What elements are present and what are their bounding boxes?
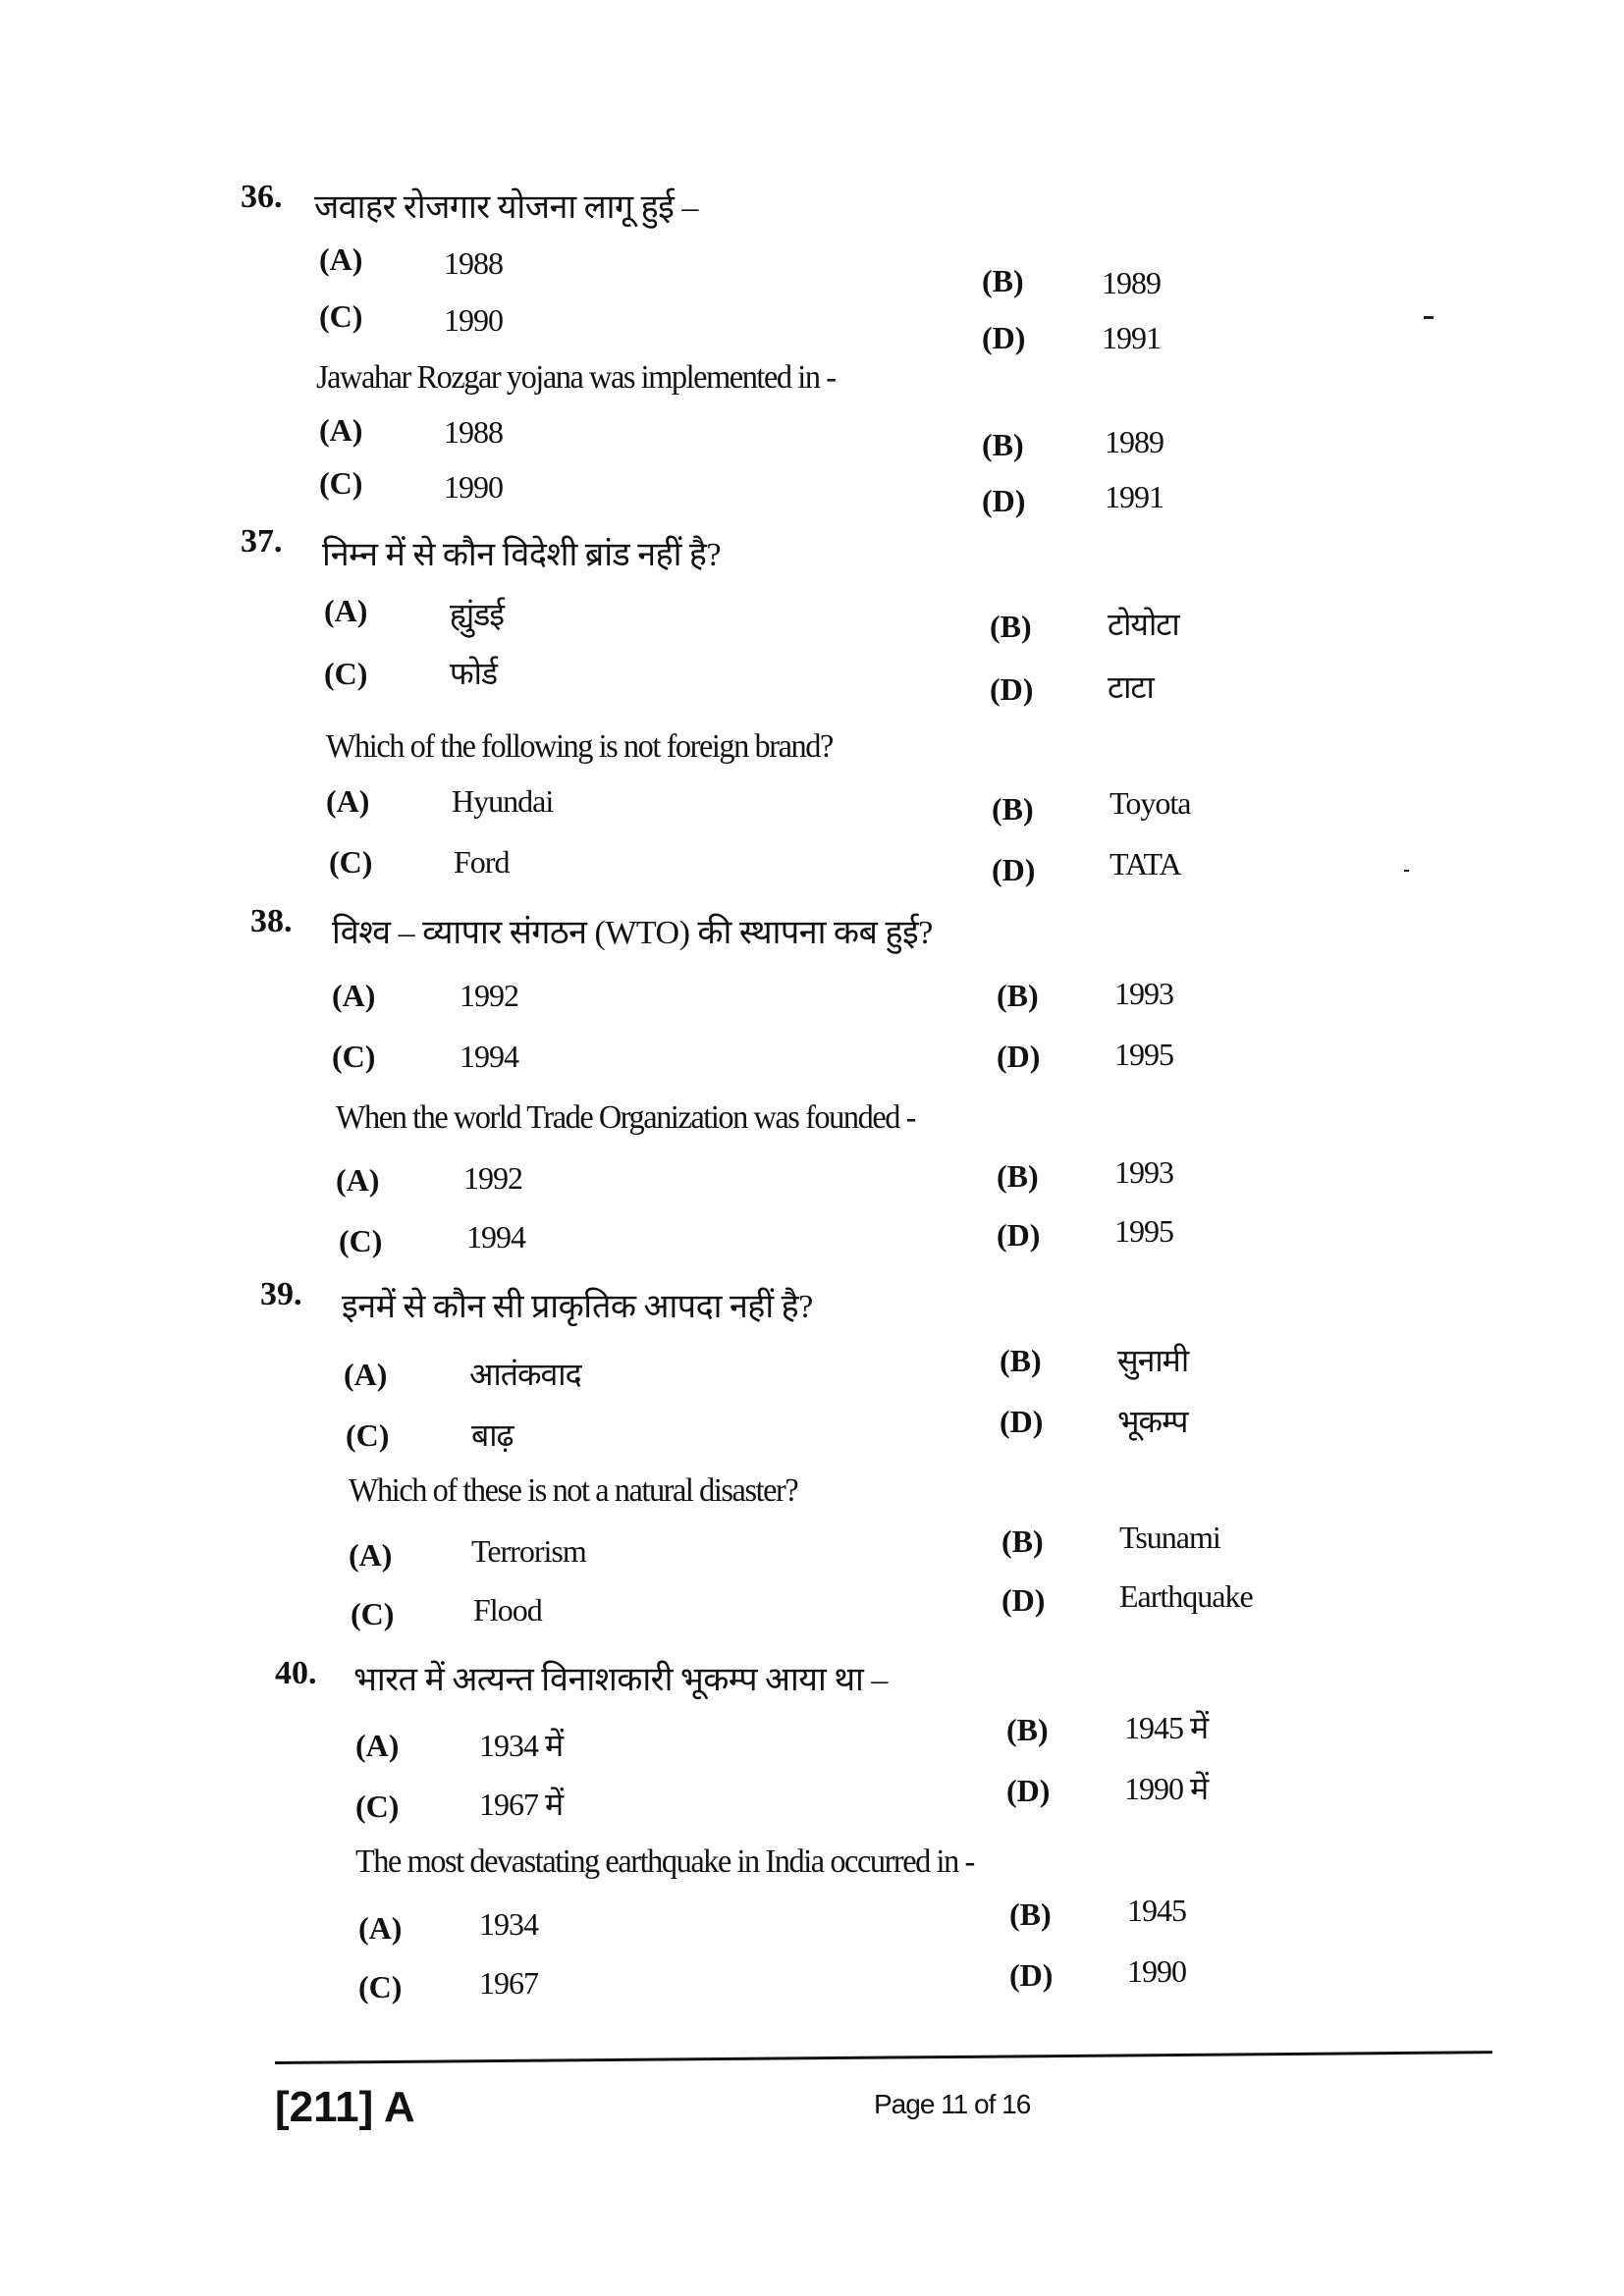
scan-speck xyxy=(1424,316,1434,319)
option-a-hindi: 1992 xyxy=(460,978,518,1013)
question-text-hindi: इनमें से कौन सी प्राकृतिक आपदा नहीं है? xyxy=(342,1289,813,1325)
option-a-hindi: आतंकवाद xyxy=(469,1357,581,1392)
option-label-c: (C) xyxy=(332,1039,376,1074)
option-label-d: (D) xyxy=(982,483,1026,518)
option-c-hindi: फोर्ड xyxy=(450,656,498,691)
option-label-b: (B) xyxy=(997,1158,1039,1194)
option-d-hindi: 1990 में xyxy=(1124,1771,1209,1806)
option-a-hindi: 1934 में xyxy=(479,1728,564,1763)
paper-code: [211] A xyxy=(275,2083,415,2131)
question-text-english: Which of these is not a natural disaster? xyxy=(349,1472,798,1509)
page-number: Page 11 of 16 xyxy=(874,2089,1031,2119)
option-label-c: (C) xyxy=(358,1969,403,2004)
option-c-english: 1990 xyxy=(444,469,503,505)
option-label-c: (C) xyxy=(319,465,363,501)
option-label-c: (C) xyxy=(319,298,363,334)
scan-speck xyxy=(1404,870,1409,872)
question-number: 37. xyxy=(241,523,283,560)
option-c-english: 1994 xyxy=(466,1219,525,1255)
option-d-english: 1990 xyxy=(1127,1953,1186,1989)
option-d-english: 1995 xyxy=(1114,1213,1173,1249)
option-d-hindi: 1995 xyxy=(1114,1037,1173,1072)
option-d-hindi: 1991 xyxy=(1102,320,1161,355)
option-label-d: (D) xyxy=(1001,1582,1046,1618)
option-b-hindi: 1989 xyxy=(1102,265,1161,300)
option-c-hindi: 1967 में xyxy=(479,1787,564,1822)
question-number: 36. xyxy=(241,179,283,215)
option-label-a: (A) xyxy=(355,1728,400,1763)
question-text-hindi: भारत में अत्यन्त विनाशकारी भूकम्प आया था – xyxy=(353,1662,888,1698)
option-label-c: (C) xyxy=(324,656,368,691)
question-text-english: Jawahar Rozgar yojana was implemented in - xyxy=(316,359,836,396)
option-c-english: 1967 xyxy=(479,1965,538,2001)
option-label-d: (D) xyxy=(982,320,1026,355)
option-d-hindi: टाटा xyxy=(1108,669,1154,705)
option-a-english: Terrorism xyxy=(471,1533,586,1569)
option-b-english: 1945 xyxy=(1127,1893,1186,1928)
option-label-a: (A) xyxy=(324,593,368,628)
option-label-c: (C) xyxy=(339,1223,383,1258)
footer-divider xyxy=(275,2051,1492,2064)
option-label-b: (B) xyxy=(990,609,1032,644)
option-label-c: (C) xyxy=(329,844,373,880)
option-label-a: (A) xyxy=(332,978,376,1013)
question-text-english: Which of the following is not foreign brand? xyxy=(326,728,833,765)
option-label-b: (B) xyxy=(992,791,1034,827)
option-d-english: Earthquake xyxy=(1119,1578,1253,1614)
option-label-b: (B) xyxy=(982,427,1024,462)
option-label-d: (D) xyxy=(997,1039,1041,1074)
option-label-a: (A) xyxy=(326,783,370,819)
option-label-c: (C) xyxy=(355,1789,400,1824)
option-d-english: 1991 xyxy=(1105,479,1164,514)
option-a-hindi: ह्युंडई xyxy=(450,597,505,632)
option-d-hindi: भूकम्प xyxy=(1117,1404,1188,1439)
option-a-english: 1992 xyxy=(463,1160,522,1196)
option-label-d: (D) xyxy=(1000,1404,1044,1439)
question-text-hindi: विश्व – व्यापार संगठन (WTO) की स्थापना कब हुई? xyxy=(332,915,933,951)
option-a-hindi: 1988 xyxy=(444,245,503,281)
option-label-a: (A) xyxy=(344,1357,388,1392)
option-b-hindi: 1945 में xyxy=(1124,1710,1209,1745)
option-label-a: (A) xyxy=(336,1162,380,1198)
question-number: 39. xyxy=(260,1276,302,1312)
option-label-d: (D) xyxy=(1006,1773,1051,1808)
question-number: 40. xyxy=(275,1655,317,1691)
option-label-d: (D) xyxy=(990,671,1034,707)
option-b-english: 1989 xyxy=(1105,424,1164,459)
option-b-hindi: सुनामी xyxy=(1117,1343,1189,1378)
question-number: 38. xyxy=(250,903,293,939)
option-label-a: (A) xyxy=(358,1910,403,1946)
option-c-english: Flood xyxy=(473,1592,542,1628)
option-label-d: (D) xyxy=(997,1217,1041,1253)
option-label-b: (B) xyxy=(997,978,1039,1013)
option-b-english: Tsunami xyxy=(1119,1520,1220,1555)
option-c-hindi: 1990 xyxy=(444,302,503,338)
option-label-b: (B) xyxy=(982,263,1024,298)
option-b-hindi: 1993 xyxy=(1114,976,1173,1011)
question-text-hindi: निम्न में से कौन विदेशी ब्रांड नहीं है? xyxy=(322,537,722,573)
option-a-english: 1934 xyxy=(479,1906,538,1942)
question-text-english: The most devastating earthquake in India occurred in - xyxy=(355,1843,974,1880)
option-c-hindi: बाढ़ xyxy=(471,1417,514,1453)
option-a-english: Hyundai xyxy=(452,783,554,819)
option-label-a: (A) xyxy=(319,412,363,448)
option-label-a: (A) xyxy=(319,241,363,277)
option-label-b: (B) xyxy=(1001,1523,1044,1559)
question-text-hindi: जवाहर रोजगार योजना लागू हुई – xyxy=(314,189,698,226)
option-label-c: (C) xyxy=(346,1417,390,1453)
option-label-b: (B) xyxy=(1006,1712,1049,1747)
option-c-english: Ford xyxy=(454,844,510,880)
option-c-hindi: 1994 xyxy=(460,1039,518,1074)
option-label-a: (A) xyxy=(349,1537,393,1573)
option-label-b: (B) xyxy=(1000,1343,1042,1378)
option-label-d: (D) xyxy=(1009,1957,1054,1993)
option-label-c: (C) xyxy=(351,1596,395,1631)
question-text-english: When the world Trade Organization was founded - xyxy=(336,1099,915,1136)
option-b-english: 1993 xyxy=(1114,1154,1173,1190)
option-b-english: Toyota xyxy=(1110,785,1191,821)
option-label-b: (B) xyxy=(1009,1896,1052,1932)
option-a-english: 1988 xyxy=(444,414,503,450)
option-label-d: (D) xyxy=(992,852,1036,887)
option-d-english: TATA xyxy=(1110,846,1181,881)
option-b-hindi: टोयोटा xyxy=(1108,607,1179,642)
